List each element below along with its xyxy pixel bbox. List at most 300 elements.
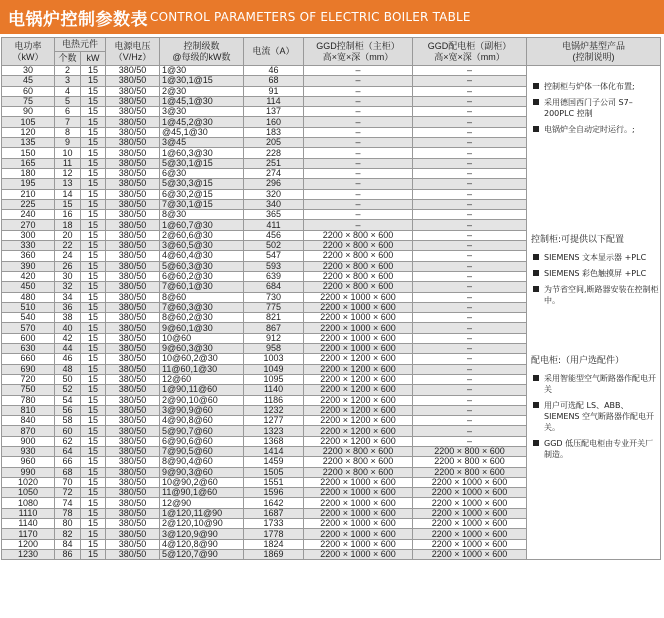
table-cell: 1@30,1@15 — [160, 76, 244, 86]
table-cell: 14 — [55, 189, 81, 199]
table-cell: 135 — [2, 138, 55, 148]
table-cell: 15 — [81, 220, 106, 230]
list-item: 用户可选配 LS、ABB、SIEMENS 空气断路器作配电开关。 — [531, 400, 661, 433]
table-cell: 4@120,8@90 — [160, 539, 244, 549]
table-cell: 1@30 — [160, 66, 244, 76]
table-cell: 4@90,8@60 — [160, 416, 244, 426]
table-cell: 6@30 — [160, 168, 244, 178]
table-cell: – — [413, 374, 527, 384]
table-cell: 380/50 — [106, 220, 160, 230]
table-cell: 91 — [244, 86, 304, 96]
table-cell: 6@60,2@30 — [160, 271, 244, 281]
table-cell: 32 — [55, 282, 81, 292]
table-cell: 639 — [244, 271, 304, 281]
table-cell: 2200 × 1200 × 600 — [304, 385, 413, 395]
table-cell: 2200 × 1200 × 600 — [304, 426, 413, 436]
table-cell: 15 — [81, 344, 106, 354]
table-cell: 34 — [55, 292, 81, 302]
table-cell: 54 — [55, 395, 81, 405]
table-cell: 912 — [244, 333, 304, 343]
table-cell: 2200 × 1000 × 600 — [304, 498, 413, 508]
table-cell: 3@90,9@60 — [160, 405, 244, 415]
list-item: SIEMENS 彩色触摸屏 +PLC — [531, 268, 661, 279]
table-cell: 1@45,1@30 — [160, 96, 244, 106]
table-cell: 570 — [2, 323, 55, 333]
table-cell: 15 — [81, 271, 106, 281]
table-cell: 84 — [55, 539, 81, 549]
table-cell: 380/50 — [106, 168, 160, 178]
table-cell: 380/50 — [106, 457, 160, 467]
table-cell: 56 — [55, 405, 81, 415]
table-cell: 2200 × 800 × 600 — [413, 467, 527, 477]
table-cell: 15 — [81, 179, 106, 189]
table-cell: 5@90,7@60 — [160, 426, 244, 436]
bullet-icon — [533, 440, 539, 446]
table-cell: – — [413, 323, 527, 333]
table-cell: 20 — [55, 230, 81, 240]
table-cell: 775 — [244, 302, 304, 312]
table-cell: 15 — [81, 127, 106, 137]
table-cell: 7@30,1@15 — [160, 199, 244, 209]
table-cell: – — [413, 76, 527, 86]
table-cell: 11@90,1@60 — [160, 488, 244, 498]
table-cell: 60 — [2, 86, 55, 96]
table-cell: 380/50 — [106, 508, 160, 518]
table-cell: 2@90,10@60 — [160, 395, 244, 405]
table-cell: 1049 — [244, 364, 304, 374]
table-cell: 1140 — [2, 519, 55, 529]
table-cell: 330 — [2, 241, 55, 251]
table-cell: 15 — [81, 148, 106, 158]
list-item: 采用智能型空气断路器作配电开关 — [531, 373, 661, 395]
table-cell: 930 — [2, 446, 55, 456]
table-cell: 380/50 — [106, 66, 160, 76]
table-cell: 1@120,11@90 — [160, 508, 244, 518]
table-cell: 15 — [81, 529, 106, 539]
table-cell: 380/50 — [106, 230, 160, 240]
table-cell: 380/50 — [106, 261, 160, 271]
bullet-icon — [533, 286, 539, 292]
table-cell: – — [413, 199, 527, 209]
table-cell: 380/50 — [106, 313, 160, 323]
table-cell: 8@60 — [160, 292, 244, 302]
table-cell: 183 — [244, 127, 304, 137]
table-cell: – — [413, 179, 527, 189]
table-cell: – — [413, 302, 527, 312]
table-cell: 10 — [55, 148, 81, 158]
header-power: 电功率 （kW） — [2, 38, 55, 66]
table-cell: 75 — [2, 96, 55, 106]
table-cell: 380/50 — [106, 158, 160, 168]
bullet-icon — [533, 126, 539, 132]
table-cell: 2200 × 800 × 600 — [304, 467, 413, 477]
table-cell: 24 — [55, 251, 81, 261]
table-cell: 2@60,6@30 — [160, 230, 244, 240]
table-cell: 15 — [81, 498, 106, 508]
table-cell: 2200 × 800 × 600 — [304, 446, 413, 456]
table-cell: – — [304, 107, 413, 117]
table-cell: 2200 × 800 × 600 — [304, 271, 413, 281]
table-cell: 2200 × 1200 × 600 — [304, 405, 413, 415]
table-cell: 30 — [55, 271, 81, 281]
table-cell: 1505 — [244, 467, 304, 477]
table-cell: 15 — [81, 519, 106, 529]
table-cell: – — [413, 354, 527, 364]
table-cell: 15 — [81, 549, 106, 559]
table-cell: 2200 × 1200 × 600 — [304, 416, 413, 426]
table-cell: 730 — [244, 292, 304, 302]
table-cell: 380/50 — [106, 86, 160, 96]
table-cell: 9@60,1@30 — [160, 323, 244, 333]
table-cell: 30 — [2, 66, 55, 76]
table-cell: 15 — [81, 333, 106, 343]
table-cell: 15 — [81, 416, 106, 426]
table-cell: 15 — [81, 199, 106, 209]
table-cell: 2200 × 1000 × 600 — [304, 549, 413, 559]
table-cell: 240 — [2, 210, 55, 220]
table-cell: 52 — [55, 385, 81, 395]
table-cell: 1095 — [244, 374, 304, 384]
table-cell: 2200 × 1000 × 600 — [304, 529, 413, 539]
table-cell: 2200 × 1000 × 600 — [304, 344, 413, 354]
table-cell: 2200 × 1200 × 600 — [304, 374, 413, 384]
table-cell: 2200 × 1000 × 600 — [413, 477, 527, 487]
bullet-icon — [533, 375, 539, 381]
table-cell: 380/50 — [106, 333, 160, 343]
table-cell: 15 — [81, 426, 106, 436]
table-cell: – — [304, 189, 413, 199]
table-cell: – — [413, 66, 527, 76]
table-cell: 2200 × 1200 × 600 — [304, 395, 413, 405]
table-cell: 15 — [81, 210, 106, 220]
table-cell: – — [413, 261, 527, 271]
table-cell: 22 — [55, 241, 81, 251]
bullet-icon — [533, 83, 539, 89]
table-cell: 380/50 — [106, 251, 160, 261]
table-cell: – — [304, 199, 413, 209]
table-cell: 1459 — [244, 457, 304, 467]
table-cell: 15 — [81, 251, 106, 261]
table-cell: 15 — [81, 189, 106, 199]
table-cell: 18 — [55, 220, 81, 230]
table-cell: – — [413, 385, 527, 395]
table-cell: 15 — [81, 302, 106, 312]
table-cell: 150 — [2, 148, 55, 158]
table-cell: – — [413, 96, 527, 106]
table-cell: 8@30 — [160, 210, 244, 220]
table-cell: 2200 × 1200 × 600 — [304, 436, 413, 446]
table-cell: 2200 × 800 × 600 — [413, 457, 527, 467]
title-bar — [0, 0, 664, 34]
list-item: 采用德国西门子公司 S7–200PLC 控制 — [531, 97, 661, 119]
table-cell: 360 — [2, 251, 55, 261]
table-cell: 380/50 — [106, 488, 160, 498]
table-cell: 380/50 — [106, 210, 160, 220]
table-cell: 380/50 — [106, 323, 160, 333]
table-cell: 380/50 — [106, 271, 160, 281]
table-cell: 251 — [244, 158, 304, 168]
table-cell: 15 — [81, 457, 106, 467]
table-cell: 60 — [55, 426, 81, 436]
table-cell: 15 — [81, 436, 106, 446]
table-cell: 1050 — [2, 488, 55, 498]
table-cell: 15 — [81, 117, 106, 127]
table-cell: 380/50 — [106, 446, 160, 456]
table-cell: 510 — [2, 302, 55, 312]
table-cell: 380/50 — [106, 436, 160, 446]
table-cell: 3@60,5@30 — [160, 241, 244, 251]
table-cell: 990 — [2, 467, 55, 477]
table-cell: 80 — [55, 519, 81, 529]
table-cell: 600 — [2, 333, 55, 343]
table-cell: 380/50 — [106, 127, 160, 137]
table-cell: 13 — [55, 179, 81, 189]
table-cell: 15 — [81, 86, 106, 96]
table-cell: 2200 × 800 × 600 — [304, 261, 413, 271]
table-cell: 180 — [2, 168, 55, 178]
table-cell: 2200 × 1000 × 600 — [413, 508, 527, 518]
table-cell: 6@30,2@15 — [160, 189, 244, 199]
table-cell: 82 — [55, 529, 81, 539]
table-cell: 3@30 — [160, 107, 244, 117]
table-cell: 2200 × 800 × 600 — [304, 457, 413, 467]
table-cell: – — [413, 395, 527, 405]
table-cell: 11@60,1@30 — [160, 364, 244, 374]
table-cell: 380/50 — [106, 354, 160, 364]
table-cell: 11 — [55, 158, 81, 168]
table-cell: – — [413, 436, 527, 446]
table-cell: – — [413, 405, 527, 415]
table-cell: 380/50 — [106, 241, 160, 251]
table-cell: 1@60,3@30 — [160, 148, 244, 158]
table-cell: 2200 × 1000 × 600 — [304, 508, 413, 518]
table-cell: 380/50 — [106, 96, 160, 106]
bullet-icon — [533, 402, 539, 408]
table-cell: 10@90,2@60 — [160, 477, 244, 487]
list-item: 为节省空间,断路器安装在控制柜中。 — [531, 284, 661, 306]
table-cell: 2200 × 1000 × 600 — [304, 292, 413, 302]
table-cell: 1200 — [2, 539, 55, 549]
table-cell: 3@45 — [160, 138, 244, 148]
table-cell: – — [413, 241, 527, 251]
header-ggd-main: GGD控制柜（主柜） 高×宽×深（mm） — [304, 38, 413, 66]
table-cell: 15 — [81, 168, 106, 178]
table-cell: 15 — [81, 539, 106, 549]
table-cell: 9@60,3@30 — [160, 344, 244, 354]
table-cell: 5@120,7@90 — [160, 549, 244, 559]
table-cell: 70 — [55, 477, 81, 487]
table-cell: 3@120,9@90 — [160, 529, 244, 539]
table-cell: 2200 × 800 × 600 — [304, 251, 413, 261]
table-cell: 750 — [2, 385, 55, 395]
bullet-icon — [533, 270, 539, 276]
table-cell: 1170 — [2, 529, 55, 539]
table-cell: 42 — [55, 333, 81, 343]
basic-notes — [531, 81, 661, 140]
table-cell: 300 — [2, 230, 55, 240]
table-cell: 380/50 — [106, 519, 160, 529]
table-cell: 2200 × 1200 × 600 — [304, 354, 413, 364]
table-cell: 210 — [2, 189, 55, 199]
table-cell: 380/50 — [106, 292, 160, 302]
table-cell: 2200 × 800 × 600 — [304, 230, 413, 240]
table-cell: 15 — [81, 385, 106, 395]
table-cell: 380/50 — [106, 549, 160, 559]
table-cell: 1642 — [244, 498, 304, 508]
table-cell: 15 — [81, 241, 106, 251]
table-cell: 1@60,7@30 — [160, 220, 244, 230]
table-cell: 2200 × 1000 × 600 — [304, 539, 413, 549]
table-cell: 1733 — [244, 519, 304, 529]
table-cell: – — [413, 168, 527, 178]
table-cell: 380/50 — [106, 179, 160, 189]
table-cell: 165 — [2, 158, 55, 168]
list-item: GGD 低压配电柜由专业开关厂制造。 — [531, 438, 661, 460]
table-cell: 960 — [2, 457, 55, 467]
table-cell: 105 — [2, 117, 55, 127]
table-cell: – — [304, 168, 413, 178]
table-cell: 380/50 — [106, 467, 160, 477]
table-cell: 274 — [244, 168, 304, 178]
table-cell: 66 — [55, 457, 81, 467]
table-cell: 46 — [55, 354, 81, 364]
table-cell: 1186 — [244, 395, 304, 405]
table-cell: 15 — [55, 199, 81, 209]
table-cell: 380/50 — [106, 405, 160, 415]
table-cell: – — [413, 271, 527, 281]
table-cell: – — [413, 158, 527, 168]
table-cell: 7 — [55, 117, 81, 127]
table-cell: – — [304, 158, 413, 168]
table-cell: – — [304, 148, 413, 158]
table-cell: 26 — [55, 261, 81, 271]
table-cell: 2@30 — [160, 86, 244, 96]
list-item: 控制柜与炉体一体化布置; — [531, 81, 661, 92]
table-cell: 3 — [55, 76, 81, 86]
table-cell: 2200 × 1000 × 600 — [413, 498, 527, 508]
table-cell: 540 — [2, 313, 55, 323]
table-cell: 380/50 — [106, 199, 160, 209]
table-cell: 4 — [55, 86, 81, 96]
table-cell: 867 — [244, 323, 304, 333]
table-cell: 810 — [2, 405, 55, 415]
table-cell: 380/50 — [106, 416, 160, 426]
table-cell: 1140 — [244, 385, 304, 395]
table-cell: 380/50 — [106, 148, 160, 158]
table-cell: 380/50 — [106, 539, 160, 549]
table-cell: 15 — [81, 76, 106, 86]
table-cell: 821 — [244, 313, 304, 323]
table-cell: – — [413, 313, 527, 323]
table-cell: 15 — [81, 467, 106, 477]
table-cell: 78 — [55, 508, 81, 518]
table-cell: 120 — [2, 127, 55, 137]
table-cell: – — [413, 220, 527, 230]
table-cell: 2 — [55, 66, 81, 76]
table-cell: 380/50 — [106, 138, 160, 148]
table-cell: 90 — [2, 107, 55, 117]
table-cell: 2200 × 800 × 600 — [413, 446, 527, 456]
table-cell: 450 — [2, 282, 55, 292]
table-cell: 456 — [244, 230, 304, 240]
table-cell: 1230 — [2, 549, 55, 559]
table-cell: 411 — [244, 220, 304, 230]
table-cell: 420 — [2, 271, 55, 281]
header-ggd-dist: GGD配电柜（副柜） 高×宽×深（mm） — [413, 38, 527, 66]
table-cell: 2200 × 1000 × 600 — [304, 333, 413, 343]
list-item: SIEMENS 文本显示器 +PLC — [531, 252, 661, 263]
table-cell: 12@60 — [160, 374, 244, 384]
table-cell: 15 — [81, 323, 106, 333]
table-cell: 9@90,3@60 — [160, 467, 244, 477]
table-cell: 380/50 — [106, 477, 160, 487]
table-cell: 15 — [81, 261, 106, 271]
table-cell: 684 — [244, 282, 304, 292]
table-cell: 15 — [81, 158, 106, 168]
table-cell: 15 — [81, 405, 106, 415]
table-cell: 72 — [55, 488, 81, 498]
table-cell: 720 — [2, 374, 55, 384]
table-cell: 205 — [244, 138, 304, 148]
table-cell: 38 — [55, 313, 81, 323]
table-cell: 2@120,10@90 — [160, 519, 244, 529]
table-cell: 5@30,3@15 — [160, 179, 244, 189]
table-cell: 390 — [2, 261, 55, 271]
header-stages: 控制级数 @每级的kW数 — [160, 38, 244, 66]
bullet-icon — [533, 254, 539, 260]
table-cell: 50 — [55, 374, 81, 384]
table-cell: 12 — [55, 168, 81, 178]
table-cell: 502 — [244, 241, 304, 251]
table-cell: – — [304, 66, 413, 76]
table-cell: 45 — [2, 76, 55, 86]
table-cell: 958 — [244, 344, 304, 354]
table-cell: 15 — [81, 395, 106, 405]
table-cell: 380/50 — [106, 107, 160, 117]
table-cell: – — [413, 292, 527, 302]
header-basic: 电锅炉基型产品 (控制说明) — [527, 38, 661, 66]
table-cell: – — [304, 86, 413, 96]
table-cell: 870 — [2, 426, 55, 436]
table-cell: 160 — [244, 117, 304, 127]
table-cell: 15 — [81, 354, 106, 364]
table-cell: 36 — [55, 302, 81, 312]
table-cell: 68 — [55, 467, 81, 477]
table-cell: 296 — [244, 179, 304, 189]
table-cell: 900 — [2, 436, 55, 446]
distribution-section — [531, 356, 661, 465]
table-cell: 270 — [2, 220, 55, 230]
table-cell: 7@60,3@30 — [160, 302, 244, 312]
table-cell: 68 — [244, 76, 304, 86]
table-cell: 365 — [244, 210, 304, 220]
table-cell: 1232 — [244, 405, 304, 415]
table-cell: 1596 — [244, 488, 304, 498]
table-cell: 2200 × 1200 × 600 — [304, 364, 413, 374]
table-cell: – — [413, 138, 527, 148]
table-cell: 5@60,3@30 — [160, 261, 244, 271]
table-cell: 15 — [81, 138, 106, 148]
table-cell: 228 — [244, 148, 304, 158]
table-cell: – — [413, 210, 527, 220]
table-cell: 137 — [244, 107, 304, 117]
table-cell: 380/50 — [106, 76, 160, 86]
table-cell: 1@45,2@30 — [160, 117, 244, 127]
table-cell: 2200 × 1000 × 600 — [304, 323, 413, 333]
table-cell: 2200 × 800 × 600 — [304, 241, 413, 251]
table-cell: 320 — [244, 189, 304, 199]
table-cell: 380/50 — [106, 426, 160, 436]
